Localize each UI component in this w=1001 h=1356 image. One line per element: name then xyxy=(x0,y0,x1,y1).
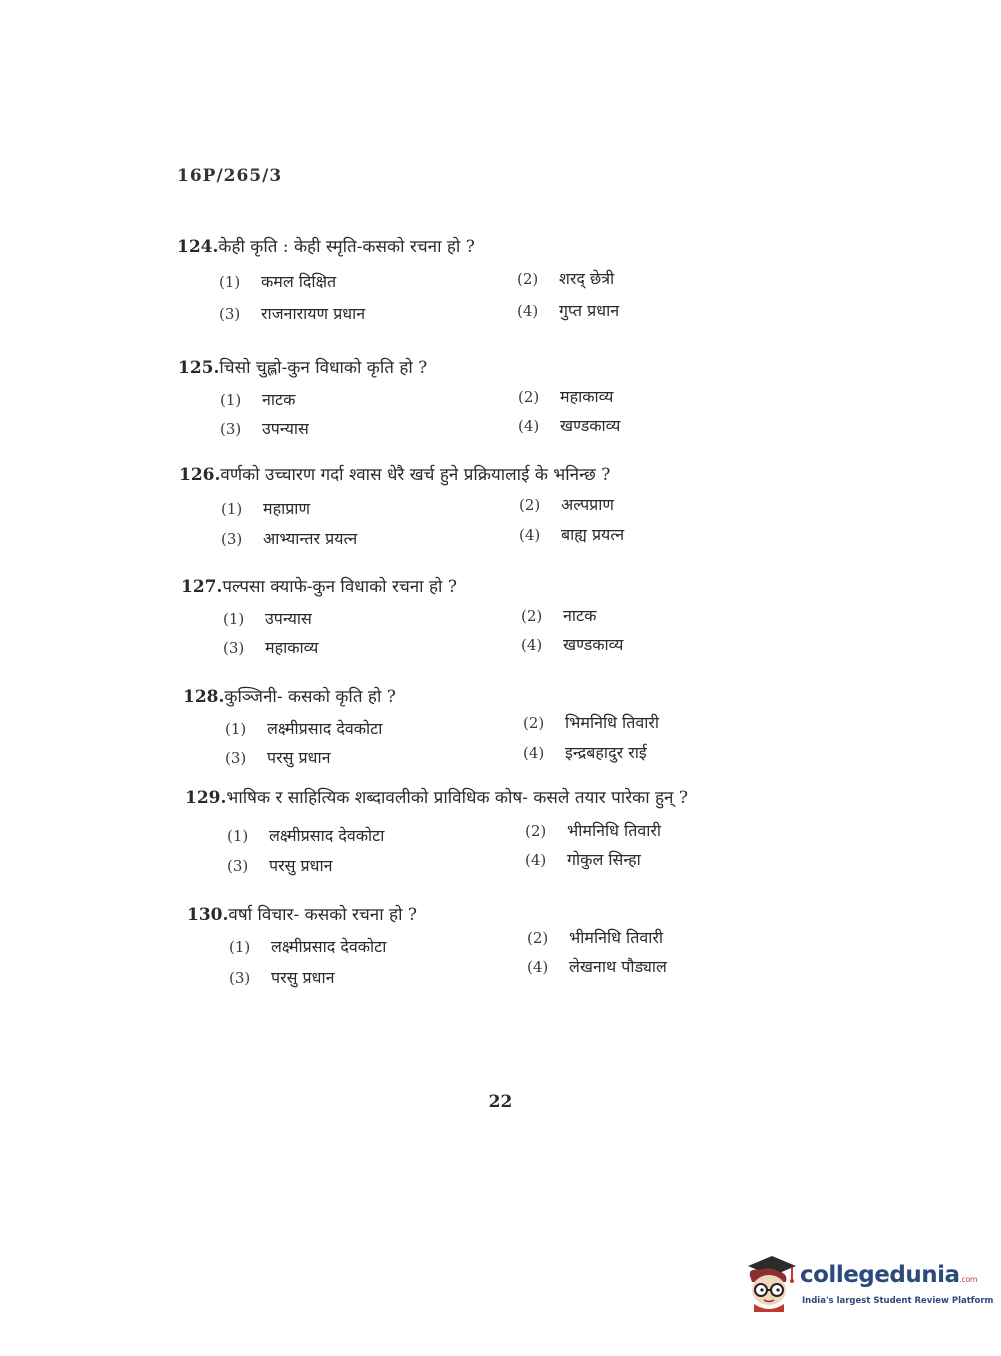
option-1: (1) उपन्यास xyxy=(223,609,312,628)
option-2: (2) भीमनिधि तिवारी xyxy=(525,821,662,840)
option-4: (4) लेखनाथ पौड्याल xyxy=(527,957,667,976)
question-text: चिसो चुह्लो-कुन विधाको कृति हो ? xyxy=(219,358,428,378)
question-number: 128. xyxy=(183,687,225,707)
option-3: (3) परसु प्रधान xyxy=(229,968,335,987)
option-2: (2) अल्पप्राण xyxy=(519,495,614,514)
option-2: (2) शरद् छेत्री xyxy=(517,269,615,288)
option-1: (1) नाटक xyxy=(220,390,296,409)
option-3: (3) उपन्यास xyxy=(220,419,309,438)
question-125 xyxy=(178,355,778,438)
option-3: (3) परसु प्रधान xyxy=(225,748,331,767)
question-number: 129. xyxy=(185,788,227,808)
brand-tagline: India's largest Student Review Platform xyxy=(802,1296,994,1306)
question-number: 124. xyxy=(177,237,219,257)
brand-name: collegedunia xyxy=(800,1262,960,1288)
option-4: (4) इन्द्रबहादुर राई xyxy=(523,743,647,762)
option-4: (4) गोकुल सिन्हा xyxy=(525,850,641,869)
option-1: (1) कमल दिक्षित xyxy=(219,272,337,291)
question-129 xyxy=(185,785,755,875)
option-1: (1) लक्ष्मीप्रसाद देवकोटा xyxy=(227,826,385,845)
page-number: 22 xyxy=(488,1092,513,1112)
paper-code: 16P/265/3 xyxy=(177,166,283,186)
question-number: 125. xyxy=(178,358,220,378)
brand-dotcom: .com xyxy=(959,1275,978,1284)
question-126 xyxy=(179,462,679,548)
option-3: (3) परसु प्रधान xyxy=(227,856,333,875)
question-text: वर्णको उच्चारण गर्दा श्वास धेरै खर्च हुने प्रक्रियालाई के भनिन्छ ? xyxy=(220,465,611,485)
student-mascot-icon xyxy=(742,1252,798,1312)
question-number: 130. xyxy=(187,905,229,925)
question-text: कुञ्जिनी- कसको कृति हो ? xyxy=(224,687,396,707)
option-4: (4) बाह्य प्रयत्न xyxy=(519,525,625,544)
option-2: (2) महाकाव्य xyxy=(518,387,614,406)
question-text: भाषिक र साहित्यिक शब्दावलीको प्राविधिक कोष- कसले तयार पारेका हुन् ? xyxy=(226,788,689,808)
question-124 xyxy=(177,234,777,323)
collegedunia-logo xyxy=(742,1252,994,1312)
option-2: (2) भिमनिधि तिवारी xyxy=(523,713,660,732)
question-127 xyxy=(181,574,781,657)
option-4: (4) गुप्त प्रधान xyxy=(517,301,620,320)
question-number: 127. xyxy=(181,577,223,597)
option-3: (3) आभ्यान्तर प्रयत्न xyxy=(221,529,358,548)
question-text: केही कृति : केही स्मृति-कसको रचना हो ? xyxy=(218,237,475,257)
question-text: पल्पसा क्याफे-कुन विधाको रचना हो ? xyxy=(222,577,457,597)
option-1: (1) महाप्राण xyxy=(221,499,311,518)
question-number: 126. xyxy=(179,465,221,485)
option-3: (3) राजनारायण प्रधान xyxy=(219,304,366,323)
question-130 xyxy=(187,902,787,987)
option-1: (1) लक्ष्मीप्रसाद देवकोटा xyxy=(229,937,387,956)
option-4: (4) खण्डकाव्य xyxy=(521,635,624,654)
question-text: वर्षा विचार- कसको रचना हो ? xyxy=(228,905,417,925)
option-4: (4) खण्डकाव्य xyxy=(518,416,621,435)
option-3: (3) महाकाव्य xyxy=(223,638,319,657)
question-128 xyxy=(183,684,783,767)
option-2: (2) नाटक xyxy=(521,606,597,625)
option-1: (1) लक्ष्मीप्रसाद देवकोटा xyxy=(225,719,383,738)
option-2: (2) भीमनिधि तिवारी xyxy=(527,928,664,947)
